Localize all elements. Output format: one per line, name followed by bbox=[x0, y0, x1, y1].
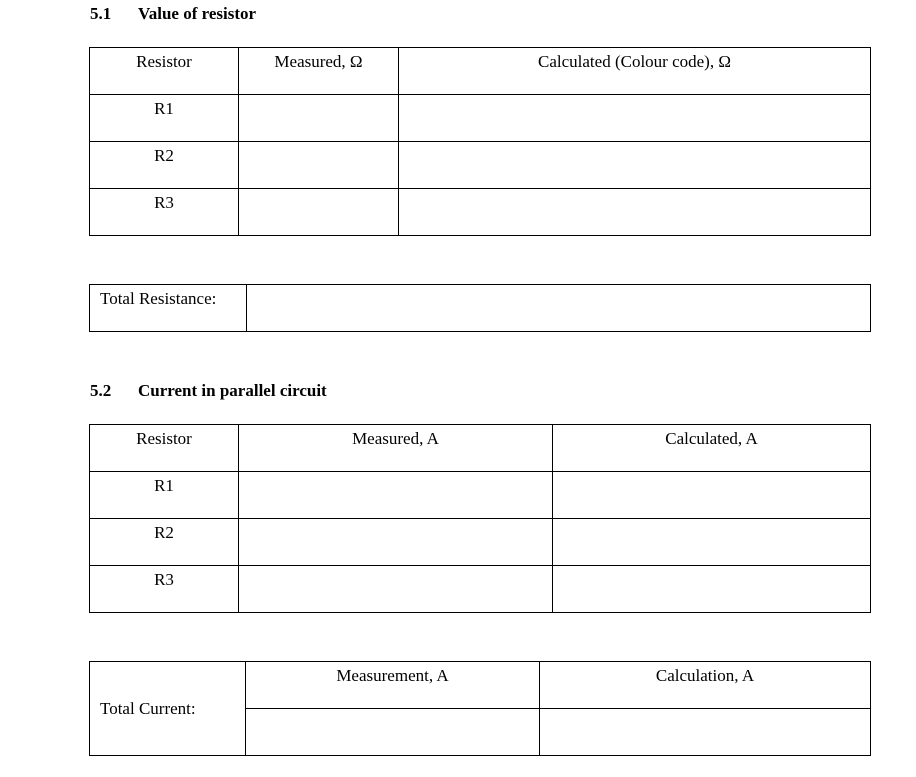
table-row bbox=[90, 566, 871, 613]
table-row bbox=[90, 95, 871, 142]
header-calculation: Calculation, A bbox=[540, 662, 871, 709]
header-resistor: Resistor bbox=[90, 48, 239, 95]
section-title: Value of resistor bbox=[138, 4, 257, 23]
calculation-value-cell[interactable] bbox=[540, 709, 871, 756]
section-number: 5.1 bbox=[90, 4, 112, 23]
resistor-label: R1 bbox=[90, 472, 239, 519]
resistor-label: R3 bbox=[90, 566, 239, 613]
table-header-row bbox=[90, 48, 871, 95]
calculated-cell[interactable] bbox=[553, 566, 871, 613]
header-calculated: Calculated, A bbox=[553, 425, 871, 472]
total-resistance-label: Total Resistance: bbox=[90, 285, 247, 332]
table-header-row bbox=[90, 662, 871, 709]
total-resistance-value-cell[interactable] bbox=[247, 285, 871, 332]
table-header-row bbox=[90, 425, 871, 472]
header-resistor: Resistor bbox=[90, 425, 239, 472]
table-row bbox=[90, 285, 871, 332]
total-current-label: Total Current: bbox=[90, 662, 246, 756]
measured-cell[interactable] bbox=[239, 472, 553, 519]
calculated-cell[interactable] bbox=[399, 142, 871, 189]
table-row bbox=[90, 142, 871, 189]
current-table bbox=[89, 424, 871, 613]
measured-cell[interactable] bbox=[239, 519, 553, 566]
calculated-cell[interactable] bbox=[399, 189, 871, 236]
measured-cell[interactable] bbox=[239, 142, 399, 189]
header-measured: Measured, A bbox=[239, 425, 553, 472]
section-5-2-heading bbox=[90, 381, 327, 401]
total-resistance-table bbox=[89, 284, 871, 332]
calculated-cell[interactable] bbox=[553, 472, 871, 519]
section-number: 5.2 bbox=[90, 381, 112, 400]
measured-cell[interactable] bbox=[239, 189, 399, 236]
header-measured: Measured, Ω bbox=[239, 48, 399, 95]
resistor-value-table bbox=[89, 47, 871, 236]
total-current-table bbox=[89, 661, 871, 756]
measured-cell[interactable] bbox=[239, 95, 399, 142]
resistor-label: R1 bbox=[90, 95, 239, 142]
measured-cell[interactable] bbox=[239, 566, 553, 613]
measurement-value-cell[interactable] bbox=[246, 709, 540, 756]
resistor-label: R2 bbox=[90, 519, 239, 566]
table-row bbox=[90, 519, 871, 566]
calculated-cell[interactable] bbox=[399, 95, 871, 142]
section-title: Current in parallel circuit bbox=[138, 381, 327, 400]
header-measurement: Measurement, A bbox=[246, 662, 540, 709]
table-row bbox=[90, 472, 871, 519]
calculated-cell[interactable] bbox=[553, 519, 871, 566]
table-row bbox=[90, 189, 871, 236]
resistor-label: R3 bbox=[90, 189, 239, 236]
resistor-label: R2 bbox=[90, 142, 239, 189]
section-5-1-heading bbox=[90, 4, 256, 24]
header-calculated: Calculated (Colour code), Ω bbox=[399, 48, 871, 95]
